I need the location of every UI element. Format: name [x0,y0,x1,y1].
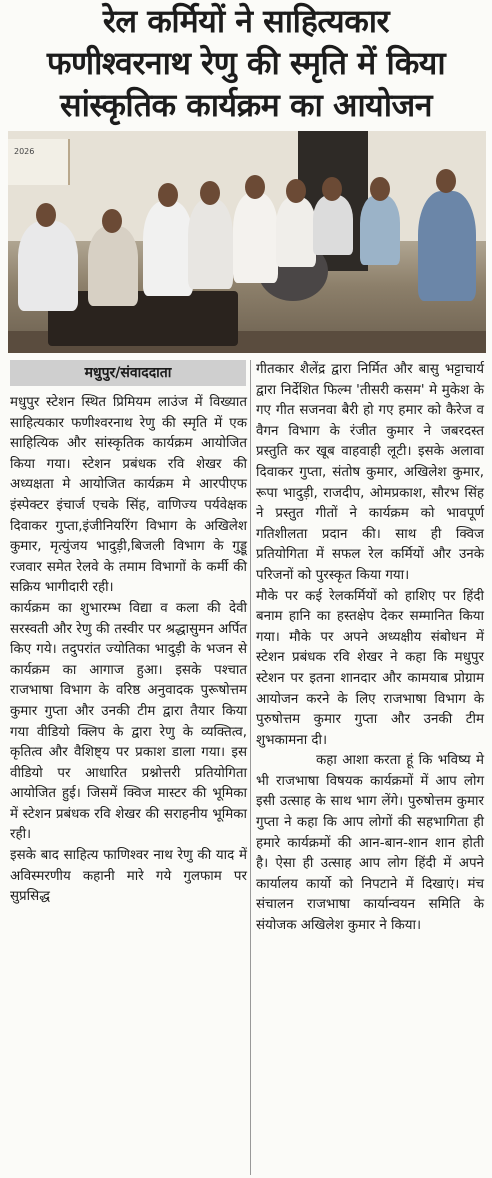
headline-line-1: रेल कर्मियों ने साहित्यकार [102,2,390,40]
right-paragraph-1: गीतकार शैलेंद्र द्वारा निर्मित और बासु भट्टाचार्य द्वारा निर्देशित फिल्म 'तीसरी कसम' मे मुकेश के गए गीत सजनवा बैरी हो गए हमार को कैरेज व वैगन विभाग के रंजीत कुमार ने जबरदस्त प्रस्तुति कर खूब वाहवाही लूटी। इसके अलावा दिवाकर गुप्ता, संतोष कुमार, अखिलेश कुमार, रूपा भादुड़ी, राजदीप, ओमप्रकाश, सौरभ सिंह ने प्रस्तुत गीतों ने कार्यक्रम को भावपूर्ण गतिशीलता प्रदान की। साथ ही क्विज प्रतियोगिता में सफल रेल कर्मियों और उनके परिजनों को पुरस्कृत किया गया। [256,362,484,583]
right-paragraph-3: कहा आशा करता हूं कि भविष्य मे भी राजभाषा विषयक कार्यक्रमों में आप लोग इसी उत्साह के साथ भाग लेंगे। पुरुषोत्तम कुमार गुप्ता ने कहा कि आप लोगों की सहभागिता ही हमारे कार्यक्रमों की आन-बान-शान शान होती है। ऐसा ही उत्साह आप लोग हिंदी में अपने कार्यालय कार्यो को निपटाने में दिखाएं। मंच संचालन राजभाषा कार्यान्वयन समिति के संयोजक अखिलेश कुमार ने किया। [256,753,484,934]
left-paragraph-3: इसके बाद साहित्य फाणिश्वर नाथ रेणु की याद में अविस्मरणीय कहानी मारे गये गुलफाम पर सुप्रसिद्ध [10,848,247,905]
event-banner [8,139,70,185]
column-divider [250,360,251,1175]
headline [0,0,492,128]
headline-line-2: फणीश्वरनाथ रेणु की स्मृति में किया [46,44,446,82]
headline-line-3: सांस्कृतिक कार्यक्रम का आयोजन [59,86,433,124]
right-paragraph-2: मौके पर कई रेलकर्मियों को हाशिए पर हिंदी बनाम हानि का हस्तक्षेप देकर सम्मानित किया गया। मौके पर अपने अध्यक्षीय संबोधन में स्टेशन प्रबंधक रवि शेखर ने कहा कि मधुपुर स्टेशन पर इतना शानदार और कामयाब प्रोग्राम आयोजन करने के लिए राजभाषा विभाग के पुरुषोत्तम कुमार गुप्ता और उनकी टीम शुभकामना दी। [256,588,484,748]
right-column [256,360,484,937]
event-photo [8,131,486,353]
banner-text: 2026 [14,147,35,156]
byline: मधुपुर/संवाददाता [10,360,246,386]
left-column [10,393,247,908]
left-paragraph-1: मधुपुर स्टेशन स्थित प्रिमियम लाउंज में विख्यात साहित्यकार फणीश्वरनाथ रेणु की स्मृति में एक साहित्यिक और सांस्कृतिक कार्यक्रम आयोजित किया गया। स्टेशन प्रबंधक रवि शेखर की अध्यक्षता मे आयोजित कार्यक्रम मे आरपीएफ इंस्पेक्टर इंचार्ज एचके सिंह, वाणिज्य पर्यवेक्षक दिवाकर गुप्ता,इंजीनियरिंग विभाग के अखिलेश कुमार, मृत्युंजय भादुड़ी,बिजली विभाग के गुड्डू रजवार समेत रेलवे के तमाम विभागों के कर्मी की सक्रिय भागीदारी रही। [10,395,247,596]
left-paragraph-2: कार्यक्रम का शुभारम्भ विद्या व कला की देवी सरस्वती और रेणु की तस्वीर पर श्रद्धासुमन अर्पित किए गये। तदुपरांत ज्योतिका भादुड़ी के भजन से कार्यक्रम का आगाज हुआ। इसके पश्चात राजभाषा विभाग के वरिष्ठ अनुवादक पुरूषोत्तम कुमार गुप्ता और उनकी टीम द्वारा तैयार किया गया वीडियो क्लिप के द्वारा रेणु के व्यक्तित्व, कृतित्व और वैशिष्ट्य पर प्रकाश डाला गया। इस वीडियो पर आधारित प्रश्नोत्तरी प्रतियोगिता आयोजित हुई। जिसमें क्विज मास्टर की भूमिका में स्टेशन प्रबंधक रवि शेखर की सराहनीय भूमिका रही। [10,600,247,843]
